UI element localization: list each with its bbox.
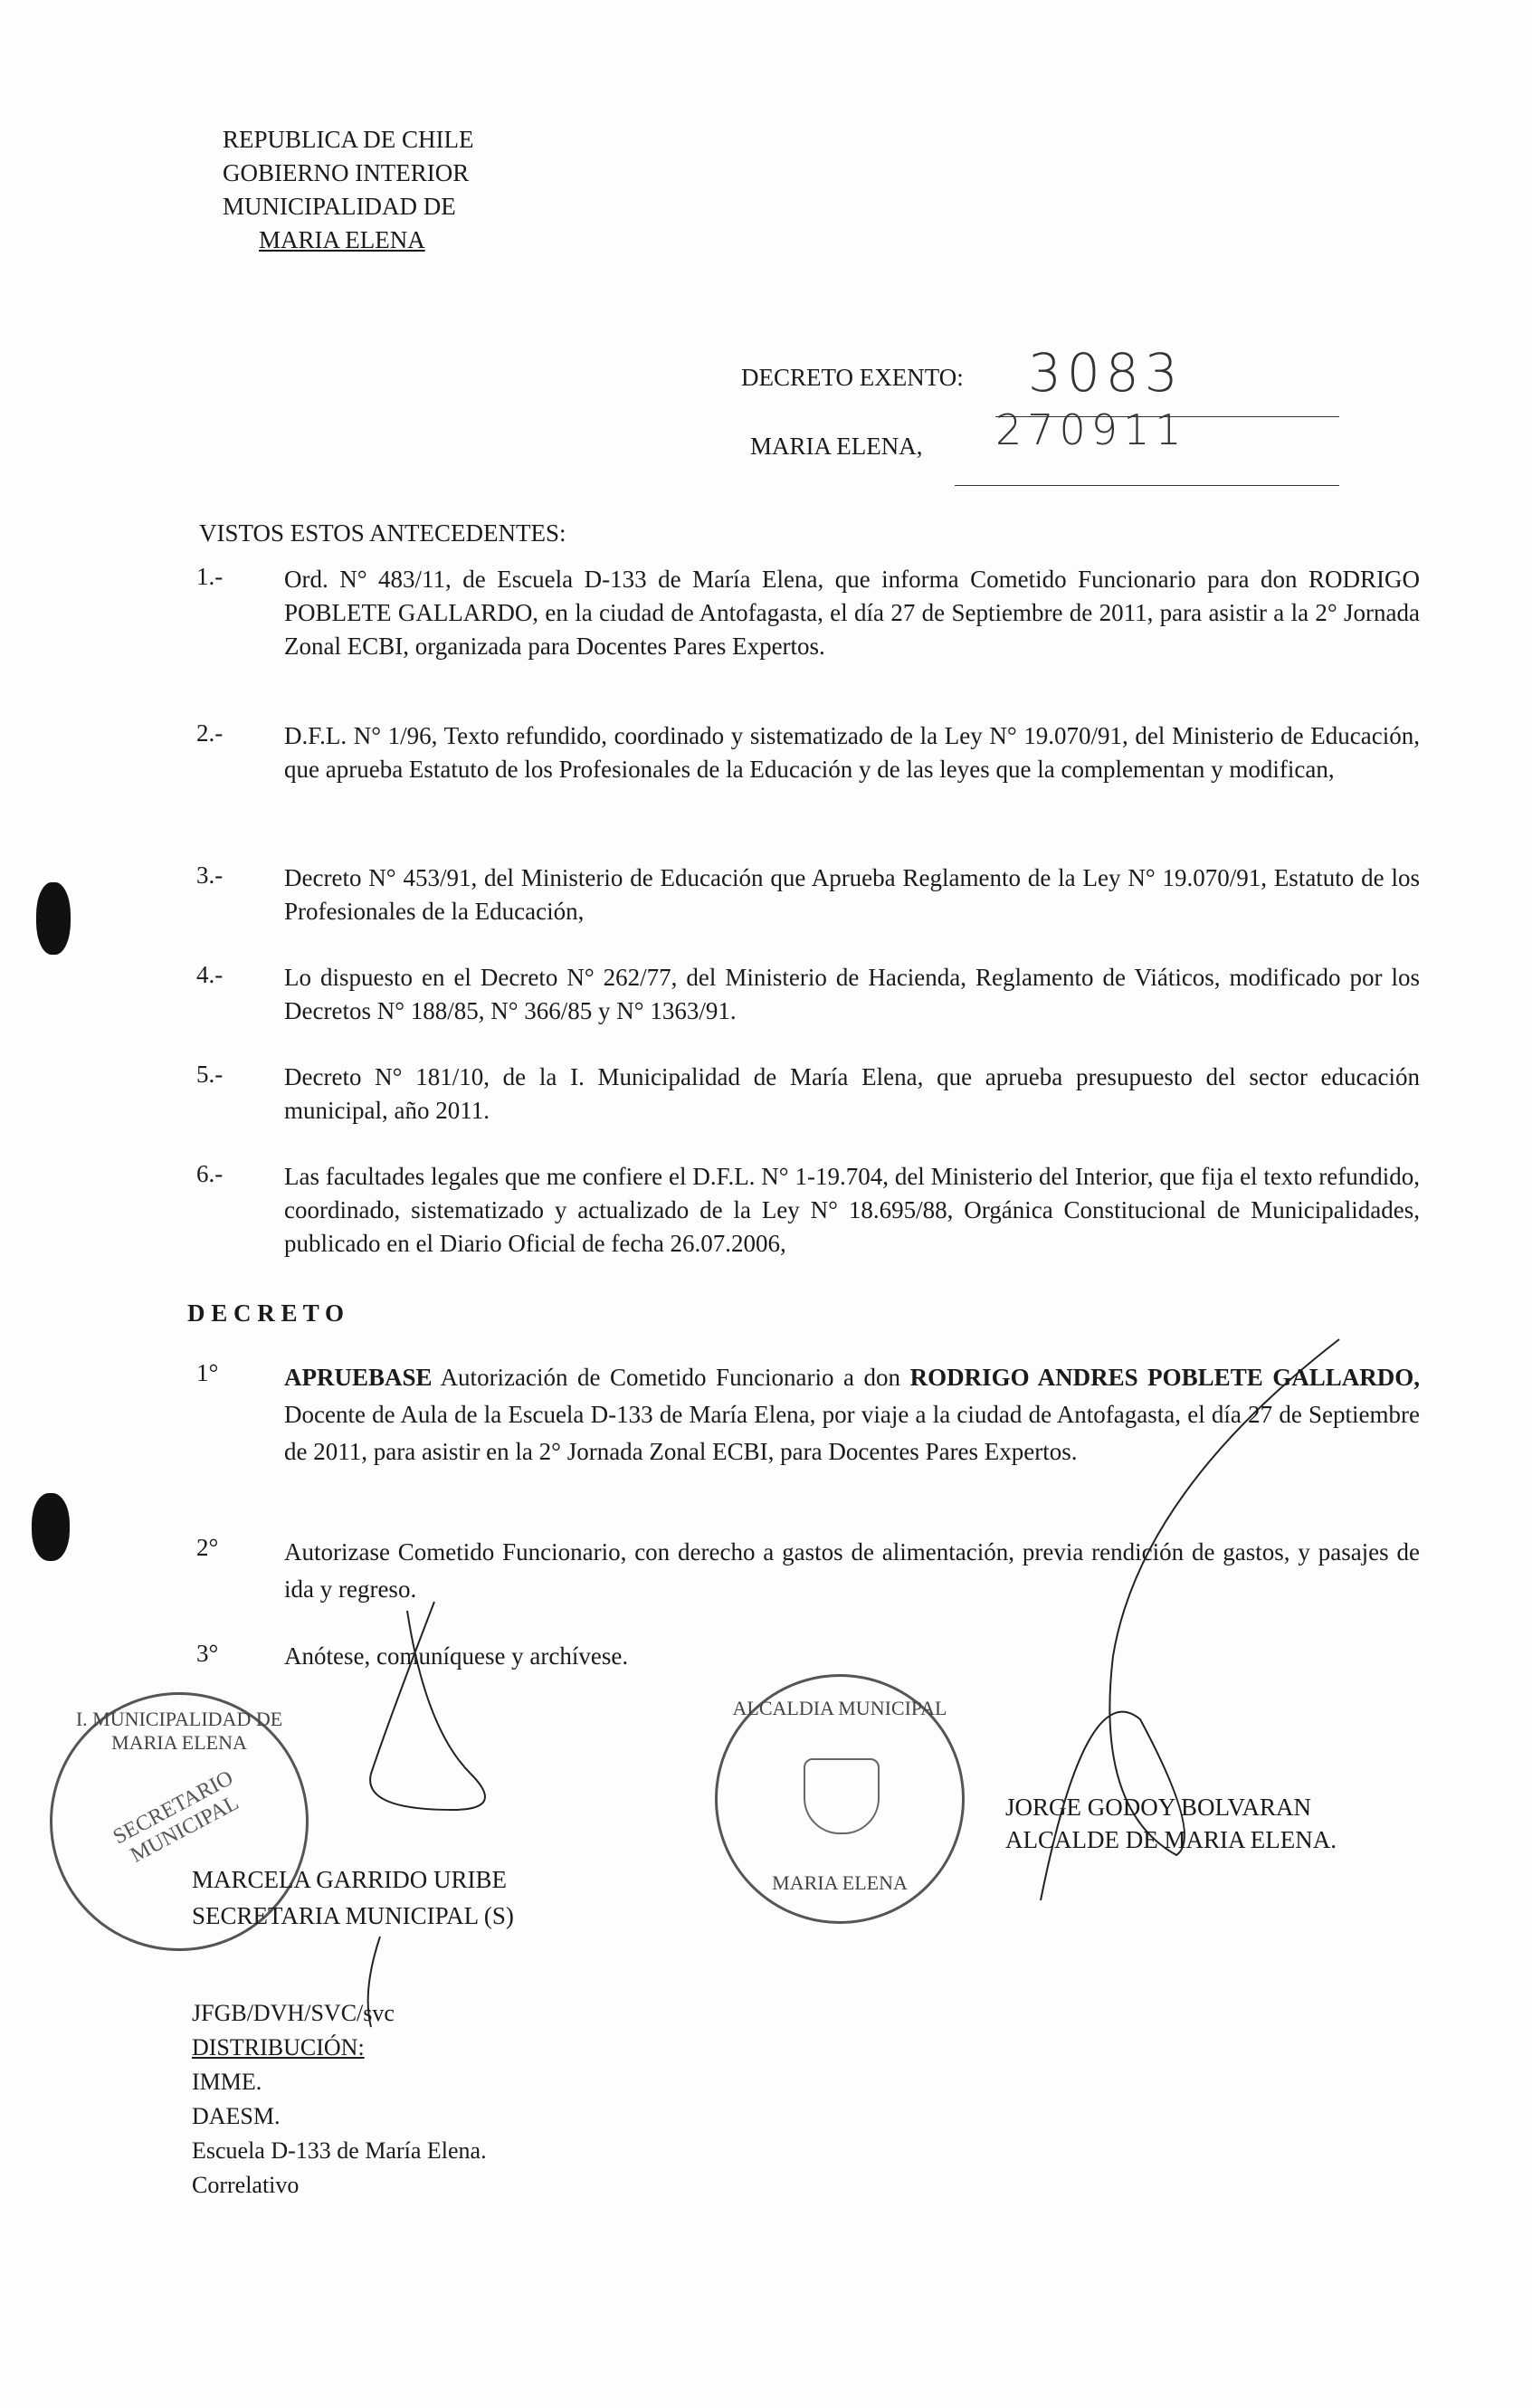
item-text: Autorizase Cometido Funcionario, con derecho a gastos de alimentación, previa rendición de gastos, y pasajes de ida y regreso. xyxy=(284,1538,1420,1603)
mayor-name: JORGE GODOY BOLVARAN xyxy=(1005,1794,1312,1821)
vistos-title: VISTOS ESTOS ANTECEDENTES: xyxy=(199,519,566,547)
decree-date: 270911 xyxy=(995,405,1187,454)
initials: JFGB/DVH/SVC/svc xyxy=(192,2000,395,2026)
stamp-outer-text: ALCALDIA MUNICIPAL xyxy=(732,1697,947,1719)
item-text: D.F.L. N° 1/96, Texto refundido, coordinado y sistematizado de la Ley N° 19.070/91, del Ministerio de Educación, que aprueba Estatuto de los Profesionales de la Educación y de las leyes que la complementan y modifican, xyxy=(284,722,1420,783)
item-number: 4.- xyxy=(196,961,224,988)
item-text: Decreto N° 453/91, del Ministerio de Educación que Aprueba Reglamento de la Ley N° 19.070/91, Estatuto de los Profesionales de la Educación, xyxy=(284,864,1420,925)
place-label: MARIA ELENA, xyxy=(750,433,923,460)
distribution-item: DAESM. xyxy=(192,2103,281,2129)
item-text: Las facultades legales que me confiere el D.F.L. N° 1-19.704, del Ministerio del Interior, que fija el texto refundido, coordinado, sistematizado y actualizado de la Ley N° 18.695/88, Orgánica Constitucional de Municipalidades, publicado en el Diario Oficial de fecha 26.07.2006, xyxy=(284,1163,1420,1257)
bold-text: RODRIGO ANDRES POBLETE GALLARDO, xyxy=(909,1364,1420,1391)
item-number: 2° xyxy=(196,1534,219,1561)
item-text: Ord. N° 483/11, de Escuela D-133 de María Elena, que informa Cometido Funcionario para don RODRIGO POBLETE GALLARDO, en la ciudad de Antofagasta, el día 27 de Septiembre de 2011, para asistir a la 2° Jornada Zonal ECBI, organizada para Docentes Pares Expertos. xyxy=(284,566,1420,660)
item-number: 2.- xyxy=(196,719,224,747)
item-number: 1° xyxy=(196,1359,219,1386)
distribution-block xyxy=(192,1996,487,2203)
decreto-title: D E C R E T O xyxy=(187,1299,345,1327)
letterhead-line: MARIA ELENA xyxy=(259,226,425,253)
stamp-bottom-text: MARIA ELENA xyxy=(772,1871,908,1894)
item-number: 3.- xyxy=(196,861,224,889)
item-number: 3° xyxy=(196,1640,219,1667)
text: Autorización de Cometido Funcionario a don xyxy=(432,1364,910,1391)
distribution-item: Escuela D-133 de María Elena. xyxy=(192,2137,487,2164)
distribution-item: IMME. xyxy=(192,2069,262,2095)
mayor-title: ALCALDE DE MARIA ELENA. xyxy=(1005,1826,1337,1853)
item-text: Decreto N° 181/10, de la I. Municipalidad de María Elena, que aprueba presupuesto del sector educación municipal, año 2011. xyxy=(284,1063,1420,1124)
distribution-title: DISTRIBUCIÓN: xyxy=(192,2034,365,2061)
stamp-inner-text: SECRETARIO MUNICIPAL xyxy=(109,1766,243,1868)
item-number: 5.- xyxy=(196,1061,224,1088)
item-number: 1.- xyxy=(196,563,224,590)
text: Docente de Aula de la Escuela D-133 de María Elena, por viaje a la ciudad de Antofagasta, el día 27 de Septiembre de 2011, para asistir en la 2° Jornada Zonal ECBI, para Docentes Pares Expertos. xyxy=(284,1401,1420,1465)
decree-label: DECRETO EXENTO: xyxy=(741,364,964,391)
letterhead-line: GOBIERNO INTERIOR xyxy=(223,159,470,186)
distribution-item: Correlativo xyxy=(192,2172,300,2198)
secretary-title: SECRETARIA MUNICIPAL (S) xyxy=(192,1902,514,1929)
letterhead-line: MUNICIPALIDAD DE xyxy=(223,193,456,220)
item-text: Anótese, comuníquese y archívese. xyxy=(284,1642,629,1670)
item-number: 6.- xyxy=(196,1160,224,1187)
secretary-name: MARCELA GARRIDO URIBE xyxy=(192,1866,508,1893)
item-text: Lo dispuesto en el Decreto N° 262/77, del Ministerio de Hacienda, Reglamento de Viáticos, modificado por los Decretos N° 188/85, N° 366/85 y N° 1363/91. xyxy=(284,964,1420,1024)
decree-number: 3083 xyxy=(1028,342,1184,404)
stamp-outer-text: I. MUNICIPALIDAD DE MARIA ELENA xyxy=(75,1708,283,1754)
bold-text: APRUEBASE xyxy=(284,1364,433,1391)
letterhead-line: REPUBLICA DE CHILE xyxy=(223,126,474,153)
